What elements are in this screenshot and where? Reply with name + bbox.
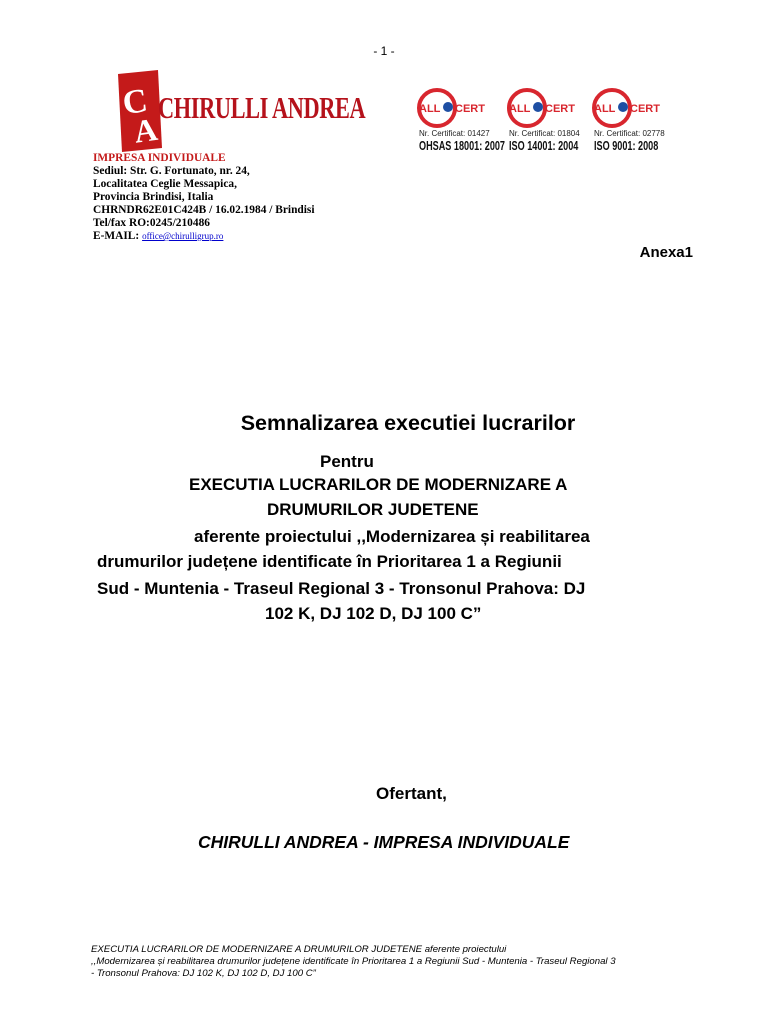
- footer-line-2: ,,Modernizarea și reabilitarea drumurilor județene identificate în Prioritarea 1 a Regiunii Sud - Muntenia - Traseul Regional 3: [91, 956, 616, 967]
- cert-number: Nr. Certificat: 02778: [594, 129, 665, 138]
- cert-ohsas: [415, 88, 505, 153]
- cert-standard: ISO 9001: 2008: [594, 138, 659, 153]
- svg-text:ALL: ALL: [594, 103, 616, 115]
- allcert-logo-icon: [415, 88, 505, 128]
- logo-company-name: CHIRULLI ANDREA: [158, 90, 366, 125]
- footer-project: EXECUTIA LUCRARILOR DE MODERNIZARE A DRUMURILOR JUDETENE: [91, 944, 423, 955]
- footer-tail: aferente proiectului: [422, 944, 507, 955]
- cert-iso14001: [505, 88, 595, 153]
- body-line-3: aferente proiectului ,,Modernizarea și reabilitarea: [194, 527, 590, 546]
- body-line-1: EXECUTIA LUCRARILOR DE MODERNIZARE A: [189, 475, 568, 494]
- page-number: - 1 -: [373, 44, 395, 58]
- company-logo: [110, 70, 366, 150]
- cert-iso9001: [590, 88, 680, 153]
- company-details: [93, 152, 315, 243]
- footer-line-3: - Tronsonul Prahova: DJ 102 K, DJ 102 D, DJ 100 C”: [91, 968, 316, 979]
- company-province: Provincia Brindisi, Italia: [93, 191, 214, 203]
- allcert-logo-icon: [505, 88, 595, 128]
- email-link[interactable]: office@chirulligrup.ro: [142, 231, 224, 241]
- body-line-4: drumurilor județene identificate în Prioritarea 1 a Regiunii: [97, 552, 562, 571]
- company-email-row: [93, 230, 315, 243]
- document-title: Semnalizarea executiei lucrarilor: [240, 411, 576, 435]
- cert-number: Nr. Certificat: 01427: [419, 129, 490, 138]
- company-registration: CHRNDR62E01C424B / 16.02.1984 / Brindisi: [93, 204, 315, 216]
- annex-label: Anexa1: [639, 244, 693, 261]
- svg-text:C: C: [120, 82, 150, 123]
- company-locality: Localitatea Ceglie Messapica,: [93, 178, 237, 190]
- body-line-5: Sud - Muntenia - Traseul Regional 3 - Tronsonul Prahova: DJ: [97, 579, 586, 598]
- company-phone: Tel/fax RO:0245/210486: [93, 217, 210, 229]
- svg-text:CERT: CERT: [630, 103, 660, 115]
- svg-text:ALL: ALL: [509, 103, 531, 115]
- cert-standard: ISO 14001: 2004: [509, 138, 579, 153]
- company-address: Sediul: Str. G. Fortunato, nr. 24,: [93, 165, 250, 177]
- svg-text:ALL: ALL: [419, 103, 441, 115]
- page-footer: [91, 944, 711, 980]
- certification-logos: [415, 88, 685, 158]
- svg-text:CERT: CERT: [545, 103, 575, 115]
- allcert-logo-icon: [590, 88, 680, 128]
- footer-line-1: [91, 944, 711, 956]
- cert-number: Nr. Certificat: 01804: [509, 129, 580, 138]
- email-label: E-MAIL:: [93, 230, 140, 242]
- body-line-2: DRUMURILOR JUDETENE: [267, 500, 479, 519]
- svg-text:CERT: CERT: [455, 103, 485, 115]
- cert-standard: OHSAS 18001: 2007: [419, 138, 506, 153]
- bidder-name: CHIRULLI ANDREA - IMPRESA INDIVIDUALE: [198, 832, 570, 852]
- body-line-6: 102 K, DJ 102 D, DJ 100 C”: [265, 604, 482, 623]
- body-pentru: Pentru: [320, 452, 374, 471]
- svg-text:A: A: [131, 110, 160, 150]
- company-type: IMPRESA INDIVIDUALE: [93, 152, 226, 164]
- ofertant-label: Ofertant,: [376, 784, 447, 803]
